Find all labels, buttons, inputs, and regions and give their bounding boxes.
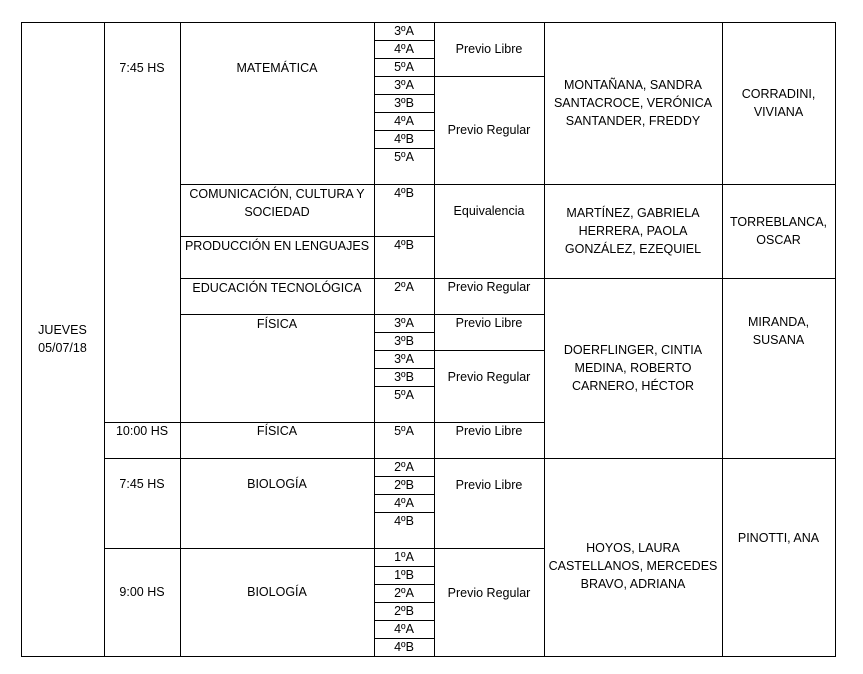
teacher-cell: [722, 22, 835, 184]
modality-cell: Previo Regular: [447, 586, 531, 600]
subject-cell: COMUNICACIÓN, CULTURA Y SOCIEDAD: [189, 187, 365, 219]
grid-line-h: [180, 278, 836, 279]
grid-line-h: [374, 584, 435, 585]
time-cell: 10:00 HS: [115, 424, 169, 438]
subject-cell: MATEMÁTICA: [236, 61, 318, 75]
course-cell: 2ºA: [394, 586, 414, 600]
grid-line-h: [104, 458, 836, 459]
subject-cell: PRODUCCIÓN EN LENGUAJES: [184, 239, 370, 253]
grid-line-h: [374, 40, 435, 41]
course-cell: 3ºB: [394, 370, 414, 384]
grid-line-v: [835, 22, 836, 657]
course-cell: 2ºA: [394, 280, 414, 294]
grid-line-v: [434, 22, 435, 657]
teacher-name: CORRADINI, VIVIANA: [741, 87, 816, 119]
grid-line-v: [180, 22, 181, 657]
course-cell: 2ºB: [394, 478, 414, 492]
grid-line-h: [374, 350, 435, 351]
course-cell: 4ºA: [394, 42, 414, 56]
course-cell: 3ºA: [394, 24, 414, 38]
grid-line-h: [374, 638, 435, 639]
grid-line-h: [104, 548, 545, 549]
subject-cell: BIOLOGÍA: [247, 477, 307, 491]
grid-line-h: [374, 112, 435, 113]
tribunal-cell: MARTÍNEZ, GABRIELA HERRERA, PAOLA GONZÁLEZ, EZEQUIEL: [564, 206, 702, 256]
grid-line-h: [374, 130, 435, 131]
grid-line-h: [21, 656, 836, 657]
grid-line-h: [374, 386, 435, 387]
course-cell: 4ºB: [394, 514, 414, 528]
modality-cell: Previo Libre: [455, 316, 523, 330]
course-cell: 5ºA: [394, 60, 414, 74]
grid-line-v: [104, 22, 105, 657]
day-date: 05/07/18: [38, 341, 87, 355]
grid-line-h: [180, 184, 836, 185]
course-cell: 5ºA: [394, 388, 414, 402]
grid-line-h: [374, 148, 435, 149]
subject-cell: FÍSICA: [256, 317, 298, 331]
time-cell: 9:00 HS: [119, 585, 165, 599]
subject-cell: EDUCACIÓN TECNOLÓGICA: [192, 281, 362, 295]
course-cell: 4ºB: [394, 132, 414, 146]
teacher-name: TORREBLANCA, OSCAR: [729, 215, 827, 247]
grid-line-h: [374, 620, 435, 621]
modality-cell: Previo Regular: [447, 370, 531, 384]
course-cell: 3ºB: [394, 96, 414, 110]
grid-line-h: [374, 76, 435, 77]
grid-line-h: [374, 602, 435, 603]
course-cell: 2ºB: [394, 604, 414, 618]
grid-line-h: [374, 566, 435, 567]
modality-cell: Previo Libre: [455, 424, 523, 438]
time-cell: 7:45 HS: [119, 477, 165, 491]
teacher-cell: [722, 278, 835, 384]
modality-cell: Previo Regular: [447, 123, 531, 137]
grid-line-v: [722, 22, 723, 657]
grid-line-h: [21, 22, 836, 23]
grid-line-h: [374, 58, 435, 59]
grid-line-h: [374, 512, 435, 513]
time-cell: 7:45 HS: [119, 61, 165, 75]
grid-line-h: [374, 476, 435, 477]
grid-line-h: [104, 422, 545, 423]
tribunal-cell: MONTAÑANA, SANDRA SANTACROCE, VERÓNICA SANTANDER, FREDDY: [553, 78, 713, 128]
course-cell: 3ºA: [394, 78, 414, 92]
grid-line-h: [374, 332, 435, 333]
course-cell: 4ºA: [394, 496, 414, 510]
teacher-cell: [722, 458, 835, 618]
course-cell: 2ºA: [394, 460, 414, 474]
course-cell: 5ºA: [394, 424, 414, 438]
course-cell: 4ºB: [394, 186, 414, 200]
course-cell: 4ºB: [394, 640, 414, 654]
grid-line-h: [434, 76, 545, 77]
course-cell: 3ºA: [394, 316, 414, 330]
subject-cell: FÍSICA: [256, 424, 298, 438]
course-cell: 5ºA: [394, 150, 414, 164]
course-cell: 4ºA: [394, 114, 414, 128]
grid-line-v: [21, 22, 22, 657]
subject-cell: BIOLOGÍA: [247, 585, 307, 599]
grid-line-h: [434, 350, 545, 351]
modality-cell: Previo Regular: [447, 280, 531, 294]
modality-cell: Previo Libre: [455, 42, 523, 56]
course-cell: 1ºA: [394, 550, 414, 564]
grid-line-h: [180, 314, 545, 315]
modality-cell: Equivalencia: [453, 204, 525, 218]
course-cell: 1ºB: [394, 568, 414, 582]
grid-line-v: [374, 22, 375, 657]
modality-cell: Previo Libre: [455, 478, 523, 492]
course-cell: 4ºB: [394, 238, 414, 252]
day-cell: [21, 22, 104, 656]
grid-line-v: [544, 22, 545, 657]
course-cell: 3ºB: [394, 334, 414, 348]
course-cell: 4ºA: [394, 622, 414, 636]
tribunal-cell: DOERFLINGER, CINTIA MEDINA, ROBERTO CARNERO, HÉCTOR: [563, 343, 703, 393]
course-cell: 3ºA: [394, 352, 414, 366]
teacher-name: MIRANDA, SUSANA: [747, 315, 810, 347]
grid-line-h: [374, 494, 435, 495]
grid-line-h: [180, 236, 435, 237]
tribunal-cell: HOYOS, LAURA CASTELLANOS, MERCEDES BRAVO, ADRIANA: [548, 541, 718, 591]
grid-line-h: [374, 368, 435, 369]
grid-line-h: [374, 94, 435, 95]
teacher-cell: [722, 184, 835, 278]
teacher-name: PINOTTI, ANA: [737, 531, 820, 545]
day-label: JUEVES: [38, 323, 87, 337]
